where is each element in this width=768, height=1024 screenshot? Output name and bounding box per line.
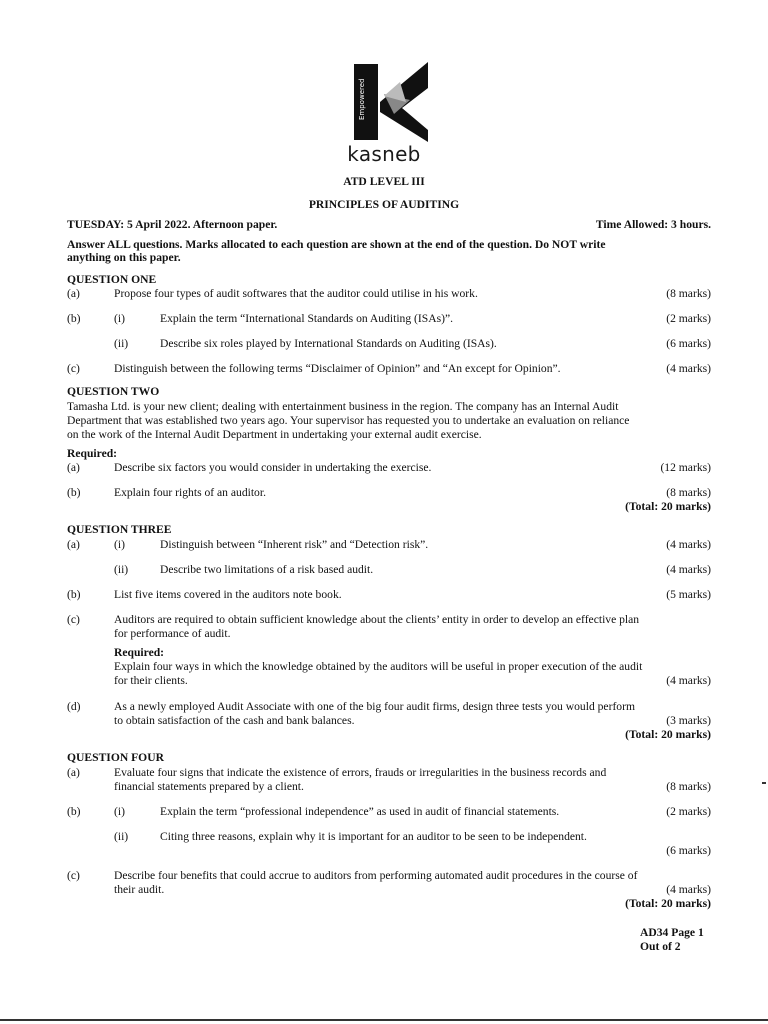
instructions-line-1: Answer ALL questions. Marks allocated to each question are shown at the end of the question. Do NOT write [67,238,606,251]
q2-a-text: Describe six factors you would consider in undertaking the exercise. [114,461,432,474]
q4-a-marks: (8 marks) [666,780,711,793]
q2-intro-line-2: Department that was established two years ago. Your supervisor has requested you to undertake an evaluation on reliance [67,414,630,427]
q2-b-text: Explain four rights of an auditor. [114,486,266,499]
q4-bi-label: (i) [114,805,125,818]
q4-a-text-line-1: Evaluate four signs that indicate the existence of errors, frauds or irregularities in the business records and [114,766,607,779]
svg-text:Empowered: Empowered [358,78,366,120]
q3-b-label: (b) [67,588,81,601]
q1-a-marks: (8 marks) [666,287,711,300]
q4-bii-text: Citing three reasons, explain why it is important for an auditor to be seen to be independent. [160,830,587,843]
q4-bi-text: Explain the term “professional independence” as used in audit of financial statements. [160,805,560,818]
q3-d-marks: (3 marks) [666,714,711,727]
q3-d-text-line-1: As a newly employed Audit Associate with one of the big four audit firms, design three tests you would perform [114,700,635,713]
q1-bi-marks: (2 marks) [666,312,711,325]
exam-level: ATD LEVEL III [343,175,425,188]
q1-bi-label: (i) [114,312,125,325]
q4-c-text-line-2: their audit. [114,883,165,896]
q3-aii-text: Describe two limitations of a risk based audit. [160,563,374,576]
q3-c-label: (c) [67,613,80,626]
q1-b-label: (b) [67,312,81,325]
q3-d-label: (d) [67,700,81,713]
question-four-title: QUESTION FOUR [67,751,164,764]
time-allowed: Time Allowed: 3 hours. [595,218,711,231]
q3-c-text-line-2: for performance of audit. [114,627,231,640]
q3-ai-text: Distinguish between “Inherent risk” and “Detection risk”. [160,538,429,551]
q1-c-marks: (4 marks) [666,362,711,375]
q3-aii-marks: (4 marks) [666,563,711,576]
q4-bii-label: (ii) [114,830,129,843]
q1-c-label: (c) [67,362,80,375]
q2-total: (Total: 20 marks) [625,500,711,513]
q3-c-required-line-1: Explain four ways in which the knowledge obtained by the auditors will be useful in proper execution of the audit [114,660,643,673]
q1-c-text: Distinguish between the following terms “Disclaimer of Opinion” and “An except for Opinion”. [114,362,561,375]
kasneb-logo [350,60,432,150]
q2-intro-line-3: on the work of the Internal Audit Department in undertaking your external audit exercise. [67,428,482,441]
q2-required: Required: [67,447,118,460]
q1-bii-label: (ii) [114,337,129,350]
q4-a-text-line-2: financial statements prepared by a client. [114,780,304,793]
q4-bi-marks: (2 marks) [666,805,711,818]
q1-bi-text: Explain the term “International Standards on Auditing (ISAs)”. [160,312,453,325]
q3-a-label: (a) [67,538,80,551]
q3-b-marks: (5 marks) [666,588,711,601]
q2-a-label: (a) [67,461,80,474]
q3-b-text: List five items covered in the auditors note book. [114,588,342,601]
q2-b-label: (b) [67,486,81,499]
q1-bii-text: Describe six roles played by International Standards on Auditing (ISAs). [160,337,497,350]
q4-c-text-line-1: Describe four benefits that could accrue to auditors from performing automated audit procedures in the course of [114,869,638,882]
q3-aii-label: (ii) [114,563,129,576]
q4-total: (Total: 20 marks) [625,897,711,910]
q1-a-text: Propose four types of audit softwares that the auditor could utilise in his work. [114,287,478,300]
exam-date: TUESDAY: 5 April 2022. Afternoon paper. [67,218,278,231]
page-code: AD34 Page 1 [640,926,704,939]
question-one-title: QUESTION ONE [67,273,157,286]
q3-d-text-line-2: to obtain satisfaction of the cash and bank balances. [114,714,355,727]
question-three-title: QUESTION THREE [67,523,172,536]
q3-c-text-line-1: Auditors are required to obtain sufficient knowledge about the clients’ entity in order to develop an effective plan [114,613,640,626]
q3-ai-marks: (4 marks) [666,538,711,551]
q3-ai-label: (i) [114,538,125,551]
question-two-title: QUESTION TWO [67,385,160,398]
q1-a-label: (a) [67,287,80,300]
q2-b-marks: (8 marks) [666,486,711,499]
q4-bii-marks: (6 marks) [666,844,711,857]
q3-c-required-line-2: for their clients. [114,674,188,687]
exam-subject: PRINCIPLES OF AUDITING [308,198,460,211]
page-count: Out of 2 [640,940,681,953]
q3-c-marks: (4 marks) [666,674,711,687]
q4-c-marks: (4 marks) [666,883,711,896]
q4-c-label: (c) [67,869,80,882]
q2-intro-line-1: Tamasha Ltd. is your new client; dealing with entertainment business in the region. The company has an Internal Audit [67,400,619,413]
logo-wordmark: kasneb [347,142,421,166]
q1-bii-marks: (6 marks) [666,337,711,350]
q3-total: (Total: 20 marks) [625,728,711,741]
q4-b-label: (b) [67,805,81,818]
scan-edge-mark [762,782,766,784]
q4-a-label: (a) [67,766,80,779]
instructions-line-2: anything on this paper. [67,251,181,264]
page-bottom-edge [0,1019,768,1021]
q3-c-required: Required: [114,646,165,659]
q2-a-marks: (12 marks) [660,461,711,474]
